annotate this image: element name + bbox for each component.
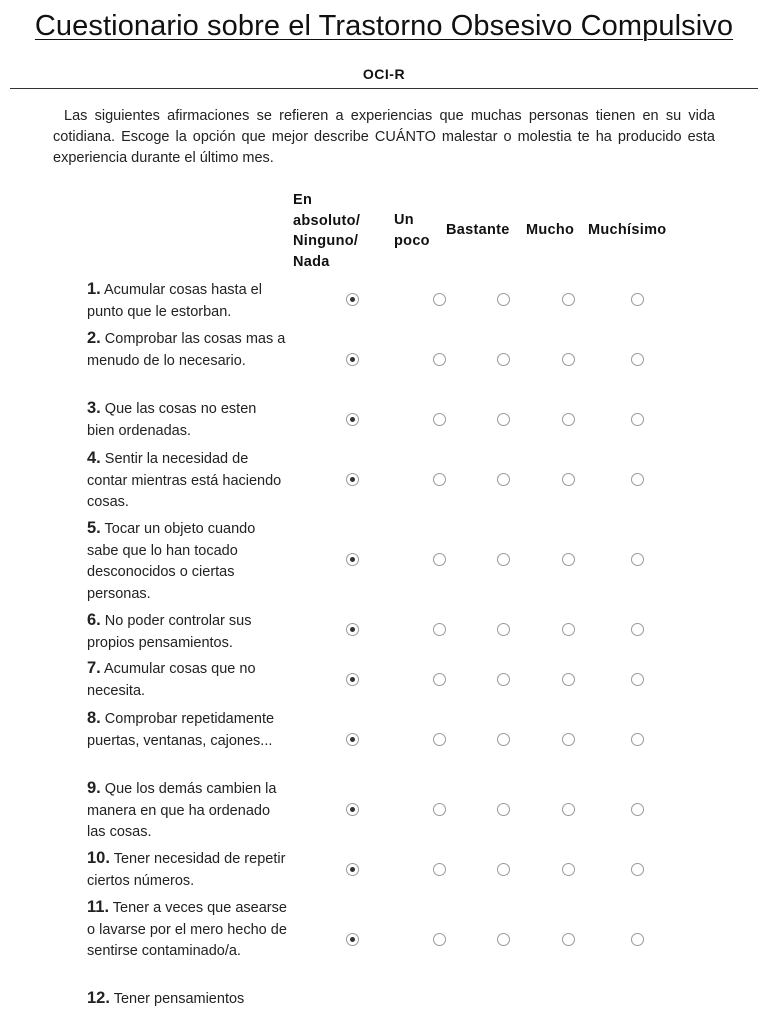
questionnaire-subtitle: OCI-R xyxy=(362,66,406,82)
option-header-2 xyxy=(394,210,430,251)
q8-option-4-radio[interactable] xyxy=(562,733,575,746)
q7-option-4-radio[interactable] xyxy=(562,673,575,686)
q3-option-4-radio[interactable] xyxy=(562,413,575,426)
q10-option-3-radio[interactable] xyxy=(497,863,510,876)
option-header-line: Un xyxy=(394,212,414,228)
q1-option-1-radio[interactable] xyxy=(346,293,359,306)
question-row xyxy=(87,398,287,442)
q6-option-5-radio[interactable] xyxy=(631,623,644,636)
q2-option-4-radio[interactable] xyxy=(562,353,575,366)
q8-option-1-radio[interactable] xyxy=(346,733,359,746)
q10-option-2-radio[interactable] xyxy=(433,863,446,876)
question-row xyxy=(87,778,287,844)
q11-option-1-radio[interactable] xyxy=(346,933,359,946)
q8-option-5-radio[interactable] xyxy=(631,733,644,746)
q1-option-3-radio[interactable] xyxy=(497,293,510,306)
option-header-line: Muchísimo xyxy=(588,222,667,238)
q10-option-4-radio[interactable] xyxy=(562,863,575,876)
q1-option-4-radio[interactable] xyxy=(562,293,575,306)
question-text: Que las cosas no esten bien ordenadas. xyxy=(87,401,257,439)
q3-option-5-radio[interactable] xyxy=(631,413,644,426)
q1-option-5-radio[interactable] xyxy=(631,293,644,306)
instructions-text: Las siguientes afirmaciones se refieren a experiencias que muchas personas tienen en su vida cotidiana. Escoge la opción que mejor describe CUÁNTO malestar o molestia te ha producido esta experiencia durante el último mes. xyxy=(53,108,715,166)
question-text: Tener a veces que asearse o lavarse por el mero hecho de sentirse contaminado/a. xyxy=(87,900,287,959)
question-number: 10. xyxy=(87,849,110,867)
question-number: 8. xyxy=(87,709,101,727)
question-text: Que los demás cambien la manera en que ha ordenado las cosas. xyxy=(87,781,277,840)
q3-option-3-radio[interactable] xyxy=(497,413,510,426)
q7-option-3-radio[interactable] xyxy=(497,673,510,686)
q8-option-3-radio[interactable] xyxy=(497,733,510,746)
option-header-1 xyxy=(293,190,360,272)
question-row xyxy=(87,448,287,514)
q4-option-4-radio[interactable] xyxy=(562,473,575,486)
question-text: Comprobar repetidamente puertas, ventanas, cajones... xyxy=(87,711,275,749)
q5-option-2-radio[interactable] xyxy=(433,553,446,566)
question-text: Comprobar las cosas mas a menudo de lo necesario. xyxy=(87,331,286,369)
q7-option-1-radio[interactable] xyxy=(346,673,359,686)
page-title: Cuestionario sobre el Trastorno Obsesivo Compulsivo xyxy=(34,10,734,42)
question-row xyxy=(87,897,287,963)
question-text: Tocar un objeto cuando sabe que lo han tocado desconocidos o ciertas personas. xyxy=(87,521,256,602)
question-number: 3. xyxy=(87,399,101,417)
q4-option-5-radio[interactable] xyxy=(631,473,644,486)
option-header-5 xyxy=(588,220,666,241)
q2-option-2-radio[interactable] xyxy=(433,353,446,366)
q1-option-2-radio[interactable] xyxy=(433,293,446,306)
option-header-line: absoluto/ xyxy=(293,212,361,229)
q11-option-5-radio[interactable] xyxy=(631,933,644,946)
q5-option-5-radio[interactable] xyxy=(631,553,644,566)
question-number: 2. xyxy=(87,329,101,347)
q8-option-2-radio[interactable] xyxy=(433,733,446,746)
q3-option-1-radio[interactable] xyxy=(346,413,359,426)
question-text: Acumular cosas que no necesita. xyxy=(87,661,256,699)
q10-option-1-radio[interactable] xyxy=(346,863,359,876)
option-header-line: Mucho xyxy=(526,222,575,238)
question-number: 1. xyxy=(87,280,101,298)
q9-option-4-radio[interactable] xyxy=(562,803,575,816)
q2-option-1-radio[interactable] xyxy=(346,353,359,366)
question-row xyxy=(87,708,287,752)
question-text: Tener pensamientos xyxy=(109,991,245,1007)
q9-option-5-radio[interactable] xyxy=(631,803,644,816)
question-row xyxy=(87,518,287,605)
q7-option-5-radio[interactable] xyxy=(631,673,644,686)
question-number: 7. xyxy=(87,659,101,677)
q5-option-4-radio[interactable] xyxy=(562,553,575,566)
question-row xyxy=(87,328,287,372)
option-header-4 xyxy=(526,220,574,241)
question-row xyxy=(87,988,287,1011)
question-row xyxy=(87,279,287,323)
q2-option-5-radio[interactable] xyxy=(631,353,644,366)
question-row xyxy=(87,658,287,702)
q6-option-1-radio[interactable] xyxy=(346,623,359,636)
q6-option-2-radio[interactable] xyxy=(433,623,446,636)
q4-option-3-radio[interactable] xyxy=(497,473,510,486)
divider xyxy=(10,88,758,89)
option-header-3 xyxy=(446,220,510,241)
q11-option-4-radio[interactable] xyxy=(562,933,575,946)
question-row xyxy=(87,848,287,892)
option-header-line: Ninguno/ xyxy=(293,233,359,249)
q5-option-3-radio[interactable] xyxy=(497,553,510,566)
q3-option-2-radio[interactable] xyxy=(433,413,446,426)
question-text: Sentir la necesidad de contar mientras está haciendo cosas. xyxy=(87,451,282,510)
q7-option-2-radio[interactable] xyxy=(433,673,446,686)
question-number: 6. xyxy=(87,611,101,629)
q6-option-3-radio[interactable] xyxy=(497,623,510,636)
question-number: 9. xyxy=(87,779,101,797)
q5-option-1-radio[interactable] xyxy=(346,553,359,566)
q9-option-1-radio[interactable] xyxy=(346,803,359,816)
question-text: Tener necesidad de repetir ciertos números. xyxy=(87,851,286,889)
question-text: No poder controlar sus propios pensamientos. xyxy=(87,613,252,651)
q11-option-3-radio[interactable] xyxy=(497,933,510,946)
q4-option-2-radio[interactable] xyxy=(433,473,446,486)
question-number: 12. xyxy=(87,989,110,1007)
q9-option-2-radio[interactable] xyxy=(433,803,446,816)
q9-option-3-radio[interactable] xyxy=(497,803,510,816)
question-number: 11. xyxy=(87,898,110,916)
question-number: 5. xyxy=(87,519,101,537)
q10-option-5-radio[interactable] xyxy=(631,863,644,876)
question-number: 4. xyxy=(87,449,101,467)
q2-option-3-radio[interactable] xyxy=(497,353,510,366)
option-header-line: Bastante xyxy=(446,222,510,238)
question-text: Acumular cosas hasta el punto que le estorban. xyxy=(87,282,262,320)
question-row xyxy=(87,610,287,654)
option-header-line: poco xyxy=(394,232,430,249)
option-header-line: Nada xyxy=(293,253,330,270)
q6-option-4-radio[interactable] xyxy=(562,623,575,636)
option-header-line: En xyxy=(293,192,313,208)
q4-option-1-radio[interactable] xyxy=(346,473,359,486)
q11-option-2-radio[interactable] xyxy=(433,933,446,946)
